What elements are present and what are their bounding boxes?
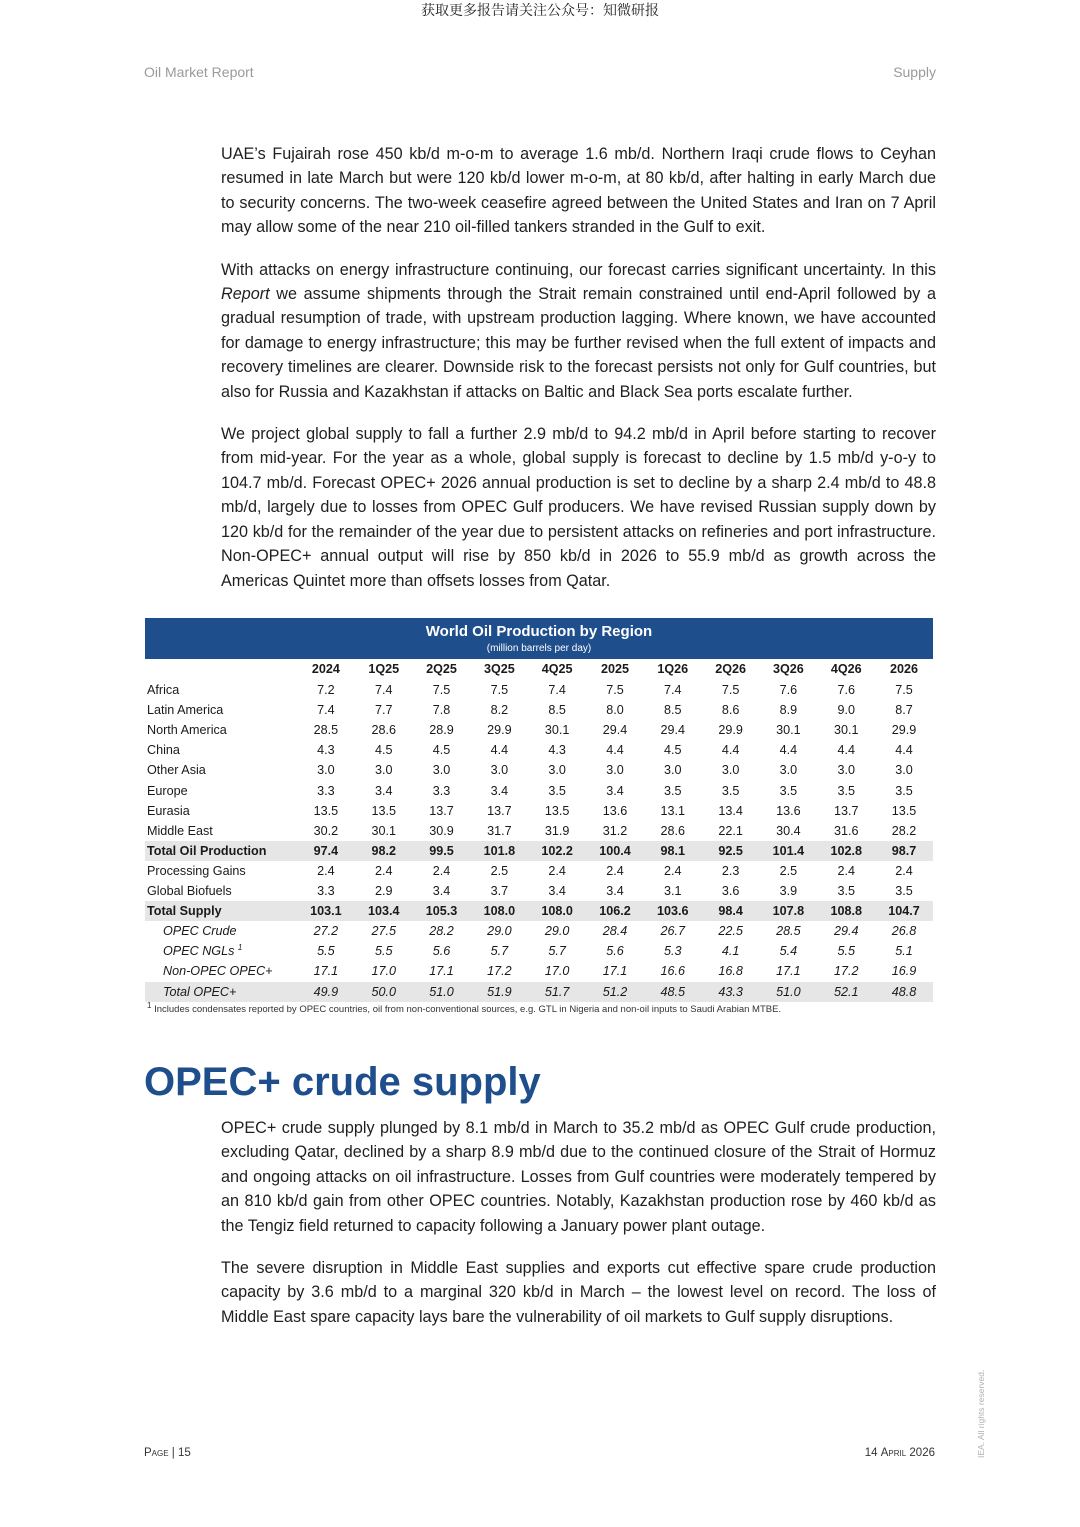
table-cell: 3.5: [664, 783, 682, 798]
table-cell: 5.7: [490, 944, 509, 959]
table-cell: 5.7: [548, 944, 566, 959]
table-cell: 7.4: [317, 703, 335, 718]
row-label: [145, 841, 297, 861]
table-cell: 103.1: [297, 901, 355, 921]
table-cell: 97.4: [297, 841, 355, 861]
table-cell: 3.5: [895, 783, 913, 798]
table-cell: 108.0: [470, 901, 528, 921]
table-cell: 5.6: [606, 944, 624, 959]
table-cell: 29.4: [602, 723, 628, 738]
date-month: April: [880, 1447, 907, 1459]
table-cell: 51.7: [528, 982, 586, 1002]
table-cell: 3.1: [664, 884, 682, 899]
table-cell: 107.8: [760, 901, 818, 921]
table-cell: 31.7: [487, 823, 512, 838]
table-cell: 30.1: [776, 723, 801, 738]
row-label: [145, 901, 297, 921]
table-cell: 52.1: [817, 982, 875, 1002]
table-cell: 28.9: [429, 723, 454, 738]
table-cell: 106.2: [586, 901, 644, 921]
table-row: [145, 720, 933, 740]
table-cell: 7.7: [374, 703, 393, 718]
report-date: [865, 1447, 935, 1459]
table-cell: 3.4: [548, 884, 566, 899]
table-cell: 48.8: [875, 982, 933, 1002]
table-cell: 4.4: [606, 743, 624, 758]
table-cell: 13.6: [602, 803, 628, 818]
table-cell: 4.3: [548, 743, 566, 758]
table-cell: 30.1: [371, 823, 396, 838]
top-banner: 获取更多报告请关注公众号：知微研报: [421, 2, 659, 18]
table-cell: 3.0: [895, 763, 913, 778]
row-label: [145, 881, 297, 901]
table-cell: 98.4: [702, 901, 760, 921]
table-subtitle: (million barrels per day): [486, 643, 592, 654]
table-cell: 4.5: [374, 743, 393, 758]
table-cell: 3.0: [548, 763, 566, 778]
table-cell: 13.6: [776, 803, 801, 818]
table-cell: 29.0: [544, 924, 570, 939]
production-table: [145, 618, 933, 1002]
table-cell: 17.1: [602, 964, 628, 979]
table-cell: 22.1: [718, 823, 743, 838]
paragraph: UAE’s Fujairah rose 450 kb/d m-o-m to average 1.6 mb/d. Northern Iraqi crude flows to Ceyhan resumed in late March but were 120 kb/d lower m-o-m, at 80 kb/d, after halting in early March due to security concerns. The two-week ceasefire agreed between the United States and Iran on 7 April may allow some of the near 210 oil-filled tankers stranded in the Gulf to exit.: [221, 145, 936, 237]
row-label-text: China: [147, 743, 180, 758]
column-header: 3Q26: [760, 659, 818, 680]
column-header: 4Q25: [528, 659, 586, 680]
table-cell: 3.9: [779, 884, 798, 899]
table-cell: 3.7: [490, 884, 509, 899]
table-cell: 103.4: [355, 901, 413, 921]
table-cell: 28.2: [429, 924, 454, 939]
row-label-text: Non-OPEC OPEC+: [163, 964, 273, 979]
table-cell: 3.0: [779, 763, 798, 778]
table-cell: 3.3: [432, 783, 451, 798]
table-cell: 108.0: [528, 901, 586, 921]
table-cell: 3.0: [490, 763, 509, 778]
table-cell: 3.0: [721, 763, 740, 778]
table-footnote: [147, 1000, 782, 1015]
table-cell: 7.6: [779, 683, 798, 698]
table-cell: 7.2: [317, 683, 335, 698]
table-cell: 13.4: [718, 803, 743, 818]
table-cell: 2.3: [721, 863, 740, 878]
table-cell: 5.4: [779, 944, 798, 959]
table-cell: 98.7: [875, 841, 933, 861]
table-cell: 7.5: [895, 683, 913, 698]
table-cell: 3.0: [374, 763, 393, 778]
row-label: [145, 982, 297, 1002]
table-cell: 28.5: [776, 924, 801, 939]
table-row: [145, 801, 933, 821]
row-label: [145, 700, 297, 720]
table-cell: 3.5: [779, 783, 798, 798]
table-cell: 30.4: [776, 823, 801, 838]
table-cell: 5.3: [664, 944, 682, 959]
table-cell: 51.9: [470, 982, 528, 1002]
table-cell: 3.0: [606, 763, 624, 778]
row-label: [145, 821, 297, 841]
table-cell: 27.5: [371, 924, 396, 939]
row-label-text: Processing Gains: [147, 863, 246, 878]
table-cell: 101.8: [470, 841, 528, 861]
table-cell: 28.2: [891, 823, 917, 838]
table-cell: 3.4: [432, 884, 451, 899]
table-cell: 8.9: [779, 703, 798, 718]
table-cell: 29.9: [718, 723, 743, 738]
row-label-text: OPEC Crude: [163, 924, 237, 939]
row-label-footnote-mark: 1: [237, 943, 243, 953]
table-cell: 2.4: [895, 863, 913, 878]
table-cell: 3.6: [721, 884, 740, 899]
table-cell: 3.5: [548, 783, 566, 798]
date-year: 2026: [909, 1447, 935, 1459]
section-heading: OPEC+ crude supply: [144, 1060, 541, 1104]
table-cell: 99.5: [413, 841, 471, 861]
table-cell: 30.1: [544, 723, 570, 738]
table-cell: 4.4: [779, 743, 798, 758]
column-header: 3Q25: [470, 659, 528, 680]
table-cell: 101.4: [760, 841, 818, 861]
row-label: [145, 720, 297, 740]
row-label: [145, 941, 297, 961]
table-cell: 27.2: [313, 924, 339, 939]
header-blank: [145, 659, 297, 680]
table-row: [145, 740, 933, 760]
table-row: [145, 881, 933, 901]
row-label-text: Global Biofuels: [147, 884, 232, 899]
table-cell: 3.4: [606, 783, 624, 798]
table-cell: 2.5: [779, 863, 798, 878]
table-cell: 13.1: [660, 803, 686, 818]
row-label-text: North America: [147, 723, 227, 738]
table-cell: 100.4: [586, 841, 644, 861]
table-cell: 13.7: [833, 803, 859, 818]
section-text: [221, 1116, 936, 1329]
page-separator: |: [171, 1447, 175, 1459]
table-cell: 2.5: [490, 863, 509, 878]
table-cell: 105.3: [413, 901, 471, 921]
row-label-text: Total OPEC+: [163, 984, 237, 999]
table-cell: 5.6: [432, 944, 451, 959]
row-label-text: Total Supply: [147, 904, 222, 919]
table-cell: 17.0: [544, 964, 570, 979]
table-cell: 13.5: [891, 803, 917, 818]
table-cell: 28.6: [371, 723, 396, 738]
row-label: [145, 801, 297, 821]
table-cell: 16.9: [891, 964, 917, 979]
table-row: [145, 921, 933, 941]
table-cell: 30.1: [833, 723, 859, 738]
table-cell: 104.7: [875, 901, 933, 921]
paragraph: OPEC+ crude supply plunged by 8.1 mb/d in March to 35.2 mb/d as OPEC Gulf crude production, excluding Qatar, declined by a sharp 8.9 mb/d due to the continued closure of the Strait of Hormuz and ongoing attacks on oil infrastructure. Losses from Gulf countries were moderately tempered by an 810 kb/d gain from other OPEC countries. Notably, Kazakhstan production rose by 460 kb/d as the Tengiz field returned to capacity following a January power plant outage.: [221, 1119, 936, 1235]
paragraph-text: we assume shipments through the Strait remain constrained until end-April followed by a gradual resumption of trade, with upstream production lagging. Where known, we have accounted for damage to energy infrastructure; this may be further revised when the full extent of impacts and recovery timelines are clearer. Downside risk to the forecast persists not only for Gulf countries, but also for Russia and Kazakhstan if attacks on Baltic and Black Sea ports escalate further.: [221, 285, 936, 401]
column-header: 1Q25: [355, 659, 413, 680]
table-cell: 2.4: [664, 863, 682, 878]
footnote-mark: 1: [147, 1000, 152, 1010]
table-cell: 3.0: [837, 763, 855, 778]
column-header: 2026: [875, 659, 933, 680]
table-cell: 7.4: [664, 683, 682, 698]
table-cell: 7.5: [721, 683, 740, 698]
table-cell: 2.4: [548, 863, 566, 878]
running-header-section: Supply: [893, 64, 936, 80]
table-cell: 4.5: [432, 743, 451, 758]
table-cell: 2.9: [374, 884, 393, 899]
table-cell: 17.1: [429, 964, 454, 979]
table-cell: 13.7: [429, 803, 454, 818]
table-cell: 22.5: [718, 924, 743, 939]
table-cell: 51.0: [760, 982, 818, 1002]
date-day: 14: [864, 1447, 878, 1459]
paragraph: [221, 258, 936, 404]
table-cell: 5.5: [837, 944, 855, 959]
row-label-text: Middle East: [147, 823, 213, 838]
row-label: [145, 921, 297, 941]
table-row: [145, 861, 933, 881]
table-row: [145, 901, 933, 921]
table-cell: 16.6: [660, 964, 686, 979]
row-label-text: Europe: [147, 783, 188, 798]
intro-text: [221, 142, 936, 593]
table-cell: 28.4: [602, 924, 628, 939]
table-cell: 13.5: [544, 803, 570, 818]
row-label-text: Other Asia: [147, 763, 206, 778]
paragraph: We project global supply to fall a further 2.9 mb/d to 94.2 mb/d in April before starting to recover from mid-year. For the year as a whole, global supply is forecast to decline by 1.5 mb/d y-o-y to 104.7 mb/d. Forecast OPEC+ 2026 annual production is set to decline by a sharp 2.4 mb/d to 48.8 mb/d, largely due to losses from OPEC Gulf producers. We have revised Russian supply down by 120 kb/d for the remainder of the year due to persistent attacks on refineries and port infrastructure. Non-OPEC+ annual output will rise by 850 kb/d in 2026 to 55.9 mb/d as growth across the Americas Quintet more than offsets losses from Qatar.: [221, 425, 936, 590]
table-cell: 4.5: [664, 743, 682, 758]
table-cell: 102.8: [817, 841, 875, 861]
table-cell: 3.4: [606, 884, 624, 899]
table-cell: 3.0: [664, 763, 682, 778]
table-cell: 3.0: [317, 763, 335, 778]
table-cell: 4.3: [317, 743, 335, 758]
table-row: [145, 821, 933, 841]
column-header: 2Q25: [413, 659, 471, 680]
table-row: [145, 700, 933, 720]
footnote-text: Includes condensates reported by OPEC countries, oil from non-conventional sources, e.g. GTL in Nigeria and non-oil inputs to Saudi Arabian MTBE.: [154, 1004, 782, 1015]
table-cell: 3.5: [837, 884, 855, 899]
table-cell: 43.3: [702, 982, 760, 1002]
table-cell: 98.2: [355, 841, 413, 861]
table-cell: 31.2: [602, 823, 628, 838]
table-cell: 3.5: [721, 783, 740, 798]
table-cell: 2.4: [317, 863, 335, 878]
table-cell: 3.4: [490, 783, 509, 798]
table-header-row: [145, 659, 933, 680]
row-label: [145, 961, 297, 981]
table-row: [145, 760, 933, 780]
table-title-bar: [145, 618, 933, 659]
table-row: [145, 941, 933, 961]
table-cell: 26.7: [660, 924, 686, 939]
table-cell: 8.5: [548, 703, 566, 718]
table-cell: 17.0: [371, 964, 396, 979]
table-cell: 49.9: [297, 982, 355, 1002]
table-cell: 3.5: [837, 783, 855, 798]
table-cell: 2.4: [837, 863, 855, 878]
column-header: 2024: [297, 659, 355, 680]
table-cell: 8.6: [721, 703, 740, 718]
table-cell: 2.4: [606, 863, 624, 878]
table-cell: 8.5: [664, 703, 682, 718]
table-cell: 92.5: [702, 841, 760, 861]
column-header: 2Q26: [702, 659, 760, 680]
row-label: [145, 781, 297, 801]
page-number-value: 15: [177, 1447, 191, 1459]
table-cell: 7.5: [606, 683, 624, 698]
table-cell: 29.4: [833, 924, 859, 939]
table-cell: 51.0: [413, 982, 471, 1002]
table-cell: 4.4: [721, 743, 740, 758]
table-row: [145, 982, 933, 1002]
table-cell: 30.2: [313, 823, 339, 838]
table-cell: 3.3: [317, 884, 335, 899]
table-cell: 98.1: [644, 841, 702, 861]
table-cell: 50.0: [355, 982, 413, 1002]
table-cell: 29.9: [891, 723, 917, 738]
row-label-text: Total Oil Production: [147, 843, 267, 858]
table-cell: 4.4: [490, 743, 509, 758]
row-label-text: Eurasia: [147, 803, 190, 818]
row-label: [145, 680, 297, 701]
table-cell: 7.5: [490, 683, 509, 698]
table-cell: 4.4: [895, 743, 913, 758]
table-cell: 3.4: [374, 783, 393, 798]
row-label-text: Latin America: [147, 703, 224, 718]
running-header-title: Oil Market Report: [144, 64, 254, 80]
row-label: [145, 740, 297, 760]
table-row: [145, 680, 933, 701]
table-cell: 13.7: [487, 803, 512, 818]
table-cell: 16.8: [718, 964, 743, 979]
table-cell: 29.4: [660, 723, 686, 738]
table-cell: 28.5: [313, 723, 339, 738]
table-cell: 28.6: [660, 823, 686, 838]
data-table: [145, 659, 933, 1002]
column-header: 4Q26: [817, 659, 875, 680]
table-title: World Oil Production by Region: [425, 623, 653, 640]
table-cell: 2.4: [432, 863, 451, 878]
column-header: 2025: [586, 659, 644, 680]
table-row: [145, 961, 933, 981]
table-cell: 17.1: [313, 964, 339, 979]
table-cell: 5.1: [895, 944, 913, 959]
table-cell: 108.8: [817, 901, 875, 921]
table-cell: 7.6: [837, 683, 855, 698]
table-cell: 102.2: [528, 841, 586, 861]
table-row: [145, 781, 933, 801]
table-cell: 3.5: [895, 884, 913, 899]
table-cell: 3.3: [317, 783, 335, 798]
column-header: 1Q26: [644, 659, 702, 680]
table-cell: 4.1: [721, 944, 740, 959]
table-cell: 8.2: [490, 703, 509, 718]
table-cell: 13.5: [313, 803, 339, 818]
table-cell: 5.5: [317, 944, 335, 959]
table-cell: 3.0: [432, 763, 451, 778]
table-cell: 17.2: [833, 964, 859, 979]
table-cell: 31.6: [833, 823, 859, 838]
table-row: [145, 841, 933, 861]
paragraph: The severe disruption in Middle East supplies and exports cut effective spare crude production capacity by 3.6 mb/d to a marginal 320 kb/d in March – the lowest level on record. The loss of Middle East spare capacity lays bare the vulnerability of oil markets to Gulf supply disruptions.: [221, 1259, 936, 1326]
row-label: [145, 760, 297, 780]
rights-text: IEA. All rights reserved.: [976, 1369, 986, 1458]
table-cell: 7.8: [432, 703, 451, 718]
row-label-text: Africa: [147, 683, 180, 698]
table-cell: 9.0: [837, 703, 855, 718]
page-label: Page: [144, 1447, 169, 1459]
table-cell: 8.7: [895, 703, 913, 718]
table-cell: 4.4: [837, 743, 855, 758]
table-cell: 5.5: [374, 944, 393, 959]
table-cell: 26.8: [891, 924, 917, 939]
row-label: [145, 861, 297, 881]
table-cell: 17.2: [487, 964, 512, 979]
table-cell: 17.1: [776, 964, 801, 979]
table-cell: 30.9: [429, 823, 454, 838]
table-cell: 29.9: [487, 723, 512, 738]
table-cell: 2.4: [374, 863, 393, 878]
paragraph-text: With attacks on energy infrastructure continuing, our forecast carries significant uncertainty. In this: [221, 260, 936, 279]
table-cell: 31.9: [544, 823, 570, 838]
table-cell: 51.2: [586, 982, 644, 1002]
rights-notice: [963, 1362, 1003, 1462]
table-cell: 13.5: [371, 803, 396, 818]
table-cell: 7.4: [374, 683, 393, 698]
table-cell: 7.5: [432, 683, 451, 698]
row-label-text: OPEC NGLs: [163, 944, 235, 959]
table-cell: 48.5: [644, 982, 702, 1002]
page-number: [144, 1447, 191, 1459]
emphasis-report: Report: [221, 285, 270, 304]
table-cell: 29.0: [487, 924, 512, 939]
table-cell: 103.6: [644, 901, 702, 921]
table-cell: 8.0: [606, 703, 624, 718]
table-cell: 7.4: [548, 683, 566, 698]
